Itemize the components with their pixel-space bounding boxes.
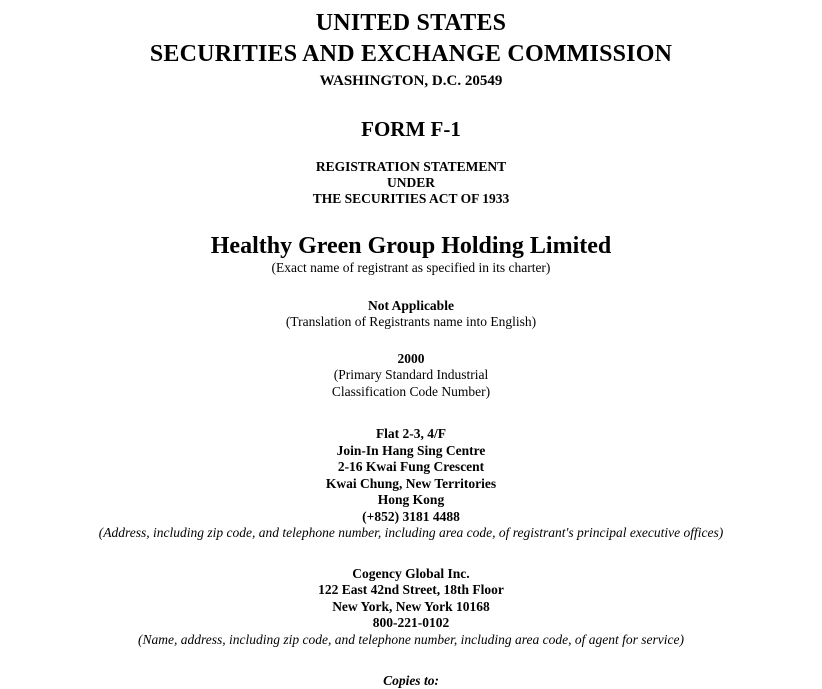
registration-statement-line: REGISTRATION STATEMENT: [315, 159, 507, 174]
principal-office-line: Hong Kong: [377, 492, 445, 507]
classification-code: 2000: [397, 350, 425, 366]
commission-address: WASHINGTON, D.C. 20549: [319, 73, 503, 89]
agent-line: Cogency Global Inc.: [352, 565, 470, 581]
classification-caption-line2: Classification Code Number): [331, 383, 491, 399]
agent-line: 122 East 42nd Street, 18th Floor: [318, 582, 504, 597]
principal-office-block: [0, 426, 822, 542]
principal-office-caption: (Address, including zip code, and telephone number, including area code, of registrant's principal executive offices): [98, 525, 724, 540]
registrant-translation-caption: (Translation of Registrants name into English): [285, 314, 537, 329]
principal-office-line: 2-16 Kwai Fung Crescent: [337, 459, 485, 474]
registration-statement-block: [0, 159, 822, 207]
registrant-translation: Not Applicable: [368, 297, 454, 313]
registration-statement-line: UNDER: [386, 175, 435, 190]
registration-statement-line: THE SECURITIES ACT OF 1933: [312, 191, 510, 206]
registrant-name-caption: (Exact name of registrant as specified in its charter): [271, 260, 551, 275]
agent-line: 800-221-0102: [372, 615, 450, 630]
commission-title-line1: UNITED STATES: [315, 10, 507, 36]
agent-for-service-block: [0, 566, 822, 649]
agent-caption: (Name, address, including zip code, and telephone number, including area code, of agent for service): [137, 631, 685, 647]
principal-office-line: (+852) 3181 4488: [362, 508, 460, 524]
classification-caption-line1: (Primary Standard Industrial: [333, 367, 489, 382]
principal-office-line: Join-In Hang Sing Centre: [336, 442, 486, 458]
copies-to-label: Copies to:: [383, 673, 439, 688]
principal-office-line: Flat 2-3, 4/F: [375, 426, 447, 441]
commission-title-line2: SECURITIES AND EXCHANGE COMMISSION: [149, 41, 673, 67]
principal-office-line: Kwai Chung, New Territories: [325, 475, 497, 491]
form-title: FORM F-1: [361, 117, 461, 141]
agent-line: New York, New York 10168: [332, 598, 490, 614]
registrant-name: Healthy Green Group Holding Limited: [210, 233, 612, 259]
